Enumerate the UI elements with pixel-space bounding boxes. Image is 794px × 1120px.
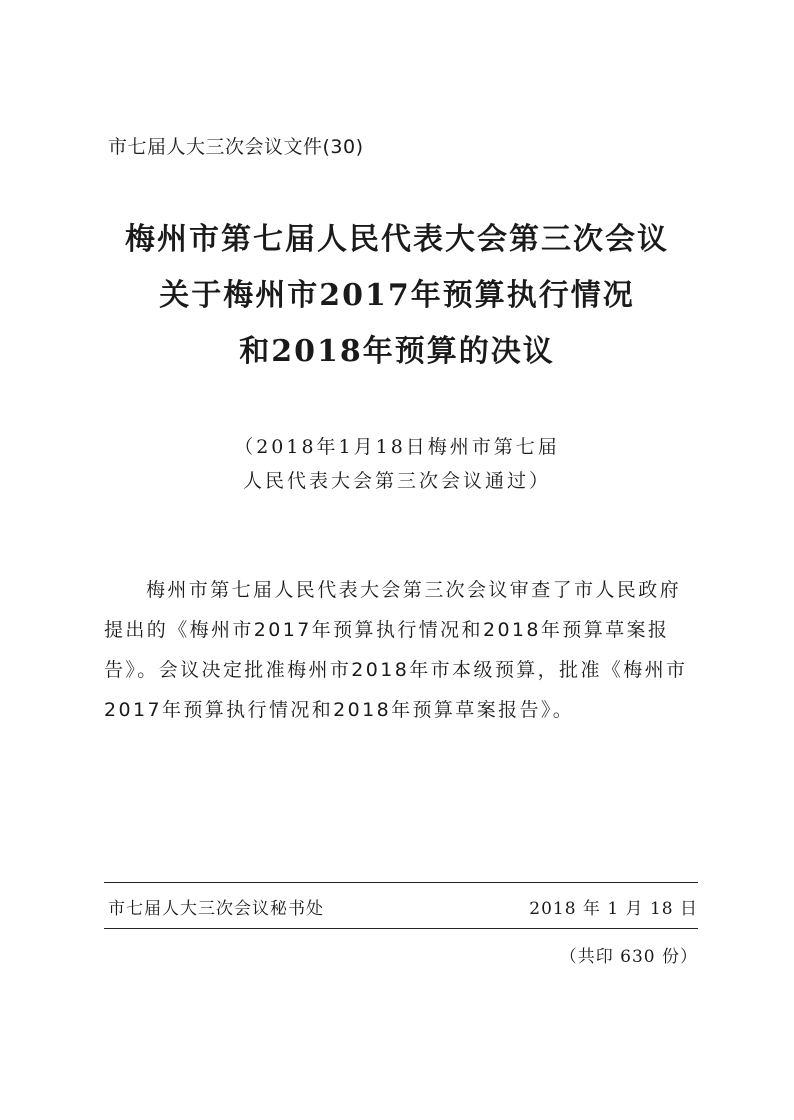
adoption-note-line-2: 人民代表大会第三次会议通过） xyxy=(242,470,551,492)
print-count: （共印 630 份） xyxy=(559,947,698,967)
footer-top-divider xyxy=(104,882,698,883)
adoption-note-line-1: （2018年1月18日梅州市第七届 xyxy=(234,436,560,458)
footer-bottom-divider xyxy=(104,928,698,929)
body-paragraph-line-3: 告》。会议决定批准梅州市2018年市本级预算，批准《梅州市 xyxy=(104,659,688,681)
issue-date: 2018 年 1 月 18 日 xyxy=(529,899,698,919)
document-title-line-3: 和2018年预算的决议 xyxy=(239,334,555,369)
issuer-name: 市七届人大三次会议秘书处 xyxy=(108,899,324,919)
body-paragraph-line-2: 提出的《梅州市2017年预算执行情况和2018年预算草案报 xyxy=(104,619,670,641)
document-number: 市七届人大三次会议文件(30) xyxy=(108,136,364,158)
body-paragraph-line-1: 梅州市第七届人民代表大会第三次会议审查了市人民政府 xyxy=(146,579,682,601)
document-title-line-1: 梅州市第七届人民代表大会第三次会议 xyxy=(125,222,669,257)
body-paragraph-line-4: 2017年预算执行情况和2018年预算草案报告》。 xyxy=(104,699,575,721)
document-title-line-2: 关于梅州市2017年预算执行情况 xyxy=(159,278,635,313)
